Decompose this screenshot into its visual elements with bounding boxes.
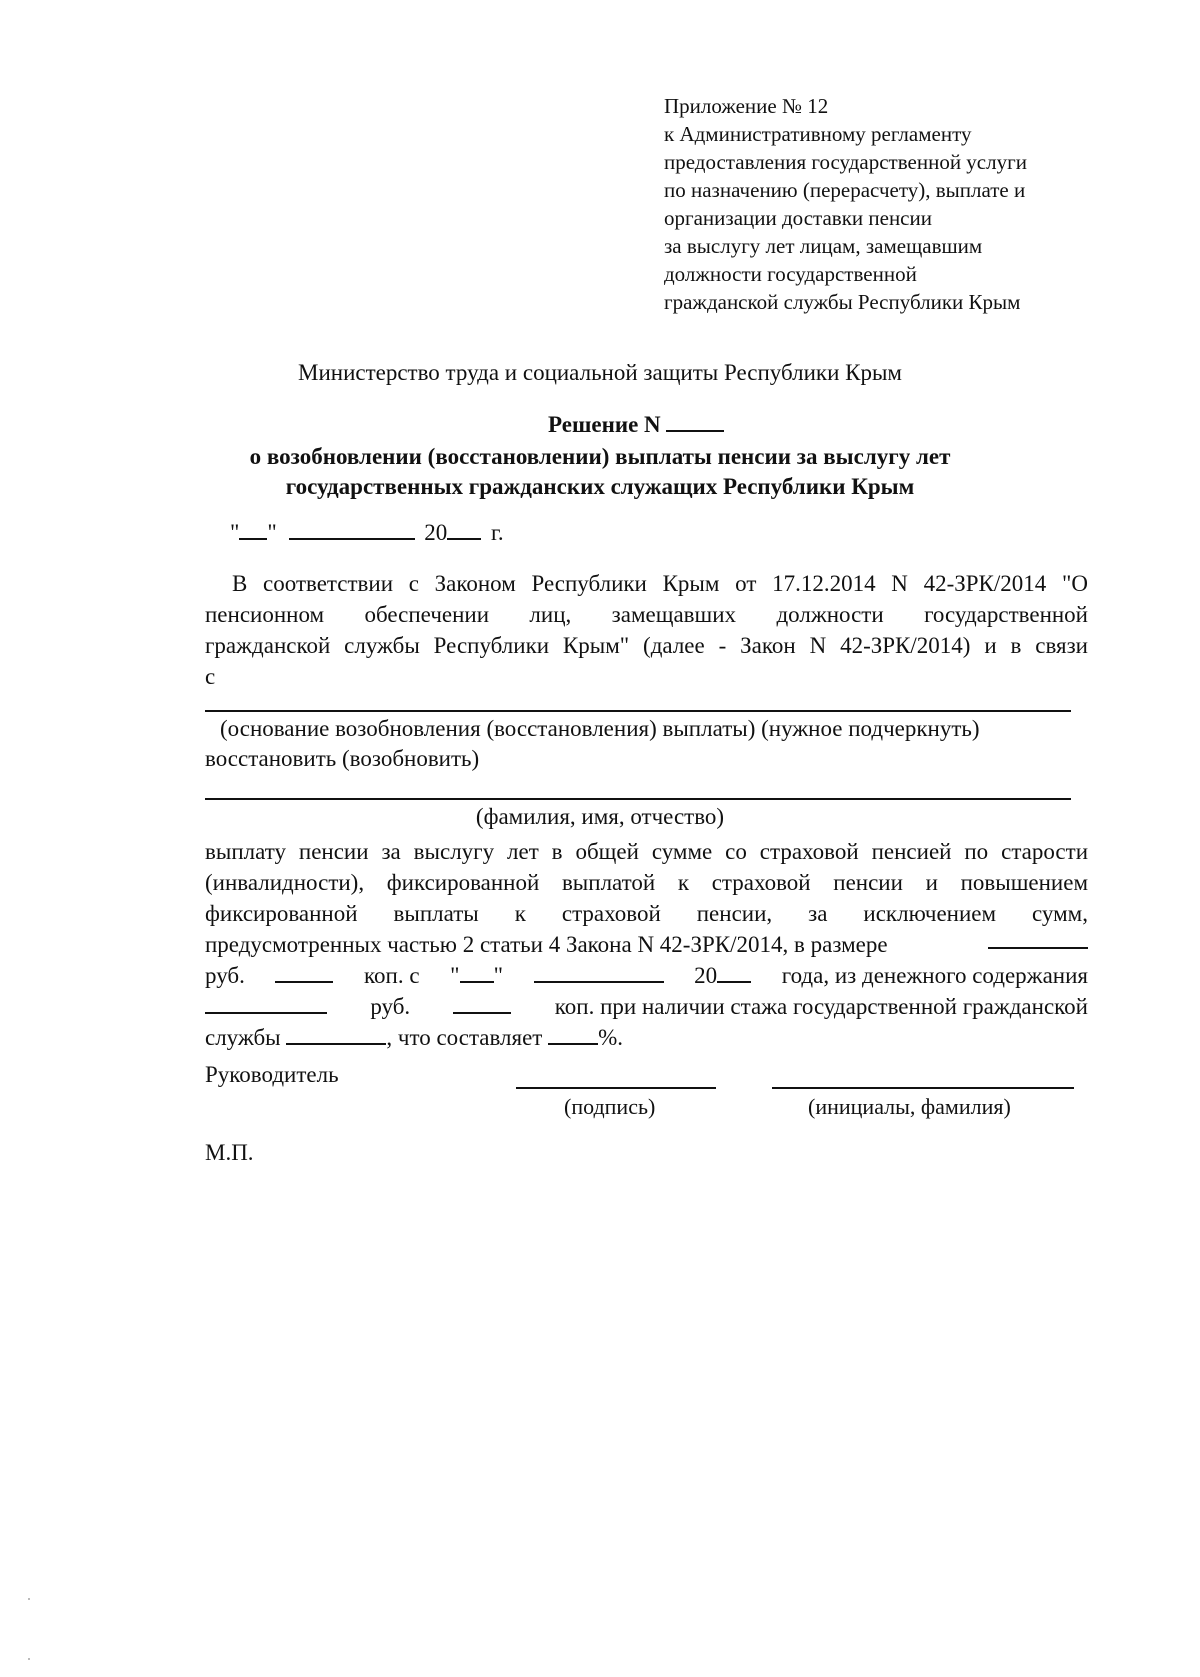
appendix-line: по назначению (перерасчету), выплате и [664,178,1026,202]
paragraph-text: , что составляет [386,1025,543,1050]
year-prefix: 20 [694,963,718,988]
signature-caption: (подпись) [564,1094,656,1119]
day-blank [239,520,267,540]
scan-speck [28,1598,30,1600]
paragraph-line: В соответствии с Законом Республики Крым от 17.12.2014 N 42-ЗРК/2014 "О [232,571,1088,596]
stamp-label: М.П. [205,1140,254,1165]
percent-sign: %. [598,1025,624,1050]
year-blank [717,963,751,983]
year-suffix: г. [491,520,504,545]
paragraph-line-salary [205,991,1088,1022]
name-caption: (инициалы, фамилия) [808,1094,1011,1119]
restore-label: восстановить (возобновить) [205,746,480,771]
paragraph-text: года, из денежного содержания [781,963,1088,988]
date-quote-close: " [267,520,277,545]
appendix-line: организации доставки пенсии [664,206,932,230]
decision-subtitle-2: государственных гражданских служащих Республики Крым [285,474,915,499]
date-quote-open: " [230,520,240,545]
percent-blank [548,1025,598,1045]
paragraph-line: гражданской службы Республики Крым" (далее - Закон N 42-ЗРК/2014) и в связи [205,633,1088,658]
rub-blank [275,963,333,983]
basis-caption: (основание возобновления (восстановления) выплаты) (нужное подчеркнуть) [220,716,980,741]
paragraph-text: предусмотренных частью 2 статьи 4 Закона N 42-ЗРК/2014, в размере [205,932,888,957]
paragraph-line: выплату пенсии за выслугу лет в общей сумме со страховой пенсией по старости [205,839,1088,864]
year-prefix: 20 [424,520,448,545]
paragraph-line: пенсионном обеспечении лиц, замещавших должности государственной [205,602,1088,627]
paragraph-payment [205,836,1088,1053]
paragraph-line-amount [205,929,1088,960]
year-blank [447,520,481,540]
appendix-line: гражданской службы Республики Крым [664,290,1021,314]
decision-title [548,412,724,438]
appendix-line: Приложение № 12 [664,94,829,118]
date-line [230,520,504,546]
paragraph-text: службы [205,1025,281,1050]
service-blank [286,1025,386,1045]
paragraph-line: с [205,664,216,689]
paragraph-line: фиксированной выплаты к страховой пенсии, за исключением сумм, [205,901,1088,926]
decision-number-label: Решение N [548,412,661,437]
decision-subtitle: о возобновлении (восстановлении) выплаты пенсии за выслугу лет [249,444,951,469]
paragraph-line-service [205,1022,1088,1053]
head-label: Руководитель [205,1062,339,1087]
month-blank [289,520,415,540]
paragraph-law-reference [205,568,1088,692]
appendix-line: предоставления государственной услуги [664,150,1027,174]
appendix-line: к Административному регламенту [664,122,972,146]
paragraph-line: (инвалидности), фиксированной выплатой к страховой пенсии и повышением [205,870,1088,895]
signature-fill-line [516,1087,716,1089]
paragraph-line-date [205,960,1088,991]
date-quote-open: " [450,963,460,988]
fio-caption: (фамилия, имя, отчество) [475,804,725,829]
name-fill-line [772,1087,1074,1089]
kop-blank [453,994,511,1014]
rub-label: руб. [205,963,245,988]
amount-blank [988,929,1088,949]
fio-fill-line [205,798,1071,800]
day-blank [460,963,494,983]
appendix-line: за выслугу лет лицам, замещавшим [664,234,983,258]
salary-blank [205,994,327,1014]
scan-speck [28,1658,30,1660]
appendix-block [664,92,1027,316]
paragraph-text: коп. при наличии стажа государственной гражданской [554,994,1088,1019]
month-blank [534,963,664,983]
basis-fill-line [205,710,1071,712]
date-quote-close: " [493,963,503,988]
rub-label: руб. [370,994,411,1019]
kop-label: коп. с [364,963,420,988]
decision-number-blank [666,412,724,432]
ministry-heading: Министерство труда и социальной защиты Республики Крым [298,360,902,385]
appendix-line: должности государственной [664,262,917,286]
